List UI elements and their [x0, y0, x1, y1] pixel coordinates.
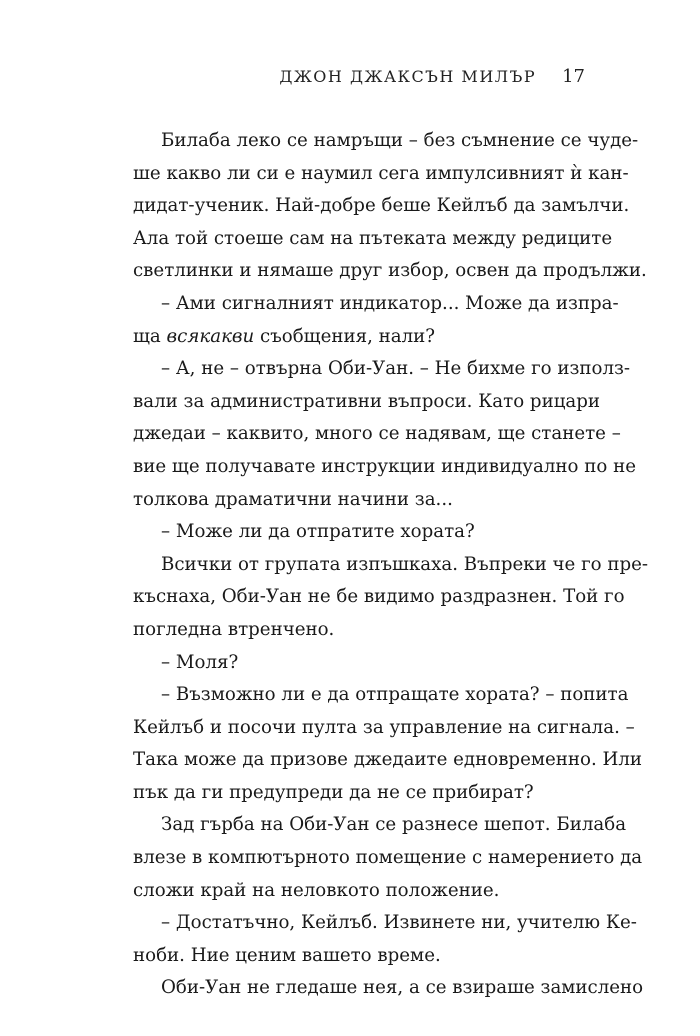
- text-line: – Възможно ли е да отпращате хората? – попита: [161, 684, 629, 706]
- text-line: – Моля?: [161, 651, 239, 673]
- text-line: дидат-ученик. Най-добре беше Кейлъб да замълчи.: [133, 195, 630, 217]
- author-name: ДЖОН ДЖАКСЪН МИЛЪР: [279, 67, 537, 86]
- text-line: Оби-Уан не гледаше нея, а се взираше замислено: [161, 977, 644, 999]
- text-line: – Достатъчно, Кейлъб. Извинете ни, учителю Ке-: [161, 912, 637, 934]
- text-line: ноби. Ние ценим вашето време.: [133, 944, 441, 966]
- text-line: сложи край на неловкото положение.: [133, 879, 500, 901]
- text-line: Всички от групата изпъшкаха. Въпреки че го пре-: [161, 553, 649, 575]
- text-line: – Може ли да отпратите хората?: [161, 521, 475, 543]
- text-line: Така може да призове джедаите едновременно. Или: [133, 749, 643, 771]
- text-line: светлинки и нямаше друг избор, освен да продължи.: [133, 260, 647, 282]
- text-line: вие ще получавате инструкции индивидуално по не: [133, 455, 636, 477]
- text-line: Ала той стоеше сам на пътеката между редиците: [133, 227, 613, 249]
- text-line: Билаба леко се намръщи – без съмнение се чуде-: [161, 130, 639, 151]
- text-line: вали за административни въпроси. Като рицари: [133, 390, 600, 412]
- text-line: ше какво ли си е наумил сега импулсивният ѝ кан-: [133, 162, 629, 184]
- text-line: джедаи – каквито, много се надявам, ще станете –: [133, 423, 621, 445]
- text-line: толкова драматични начини за...: [133, 488, 453, 510]
- text-line: – Ами сигналният индикатор... Може да изпра-: [161, 292, 619, 314]
- running-head: [279, 66, 585, 87]
- text-line: [133, 321, 597, 354]
- body-text: [133, 125, 649, 1005]
- text-line: Кейлъб и посочи пулта за управление на сигнала. –: [133, 716, 635, 738]
- page-number: 17: [562, 66, 585, 87]
- text-line: пък да ги предупреди да не се прибират?: [133, 781, 534, 803]
- text-line: къснаха, Оби-Уан не бе видимо раздразнен. Той го: [133, 586, 625, 608]
- text-segment: съобщения, нали?: [254, 325, 436, 347]
- text-line: погледна втренчено.: [133, 618, 335, 640]
- text-line: Зад гърба на Оби-Уан се разнесе шепот. Билаба: [161, 814, 627, 836]
- text-line: – А, не – отвърна Оби-Уан. – Не бихме го използ-: [161, 358, 631, 380]
- text-segment: ща: [133, 325, 167, 347]
- emphasis-text: всякакви: [166, 325, 255, 347]
- text-line: влезе в компютърното помещение с намерението да: [133, 847, 643, 869]
